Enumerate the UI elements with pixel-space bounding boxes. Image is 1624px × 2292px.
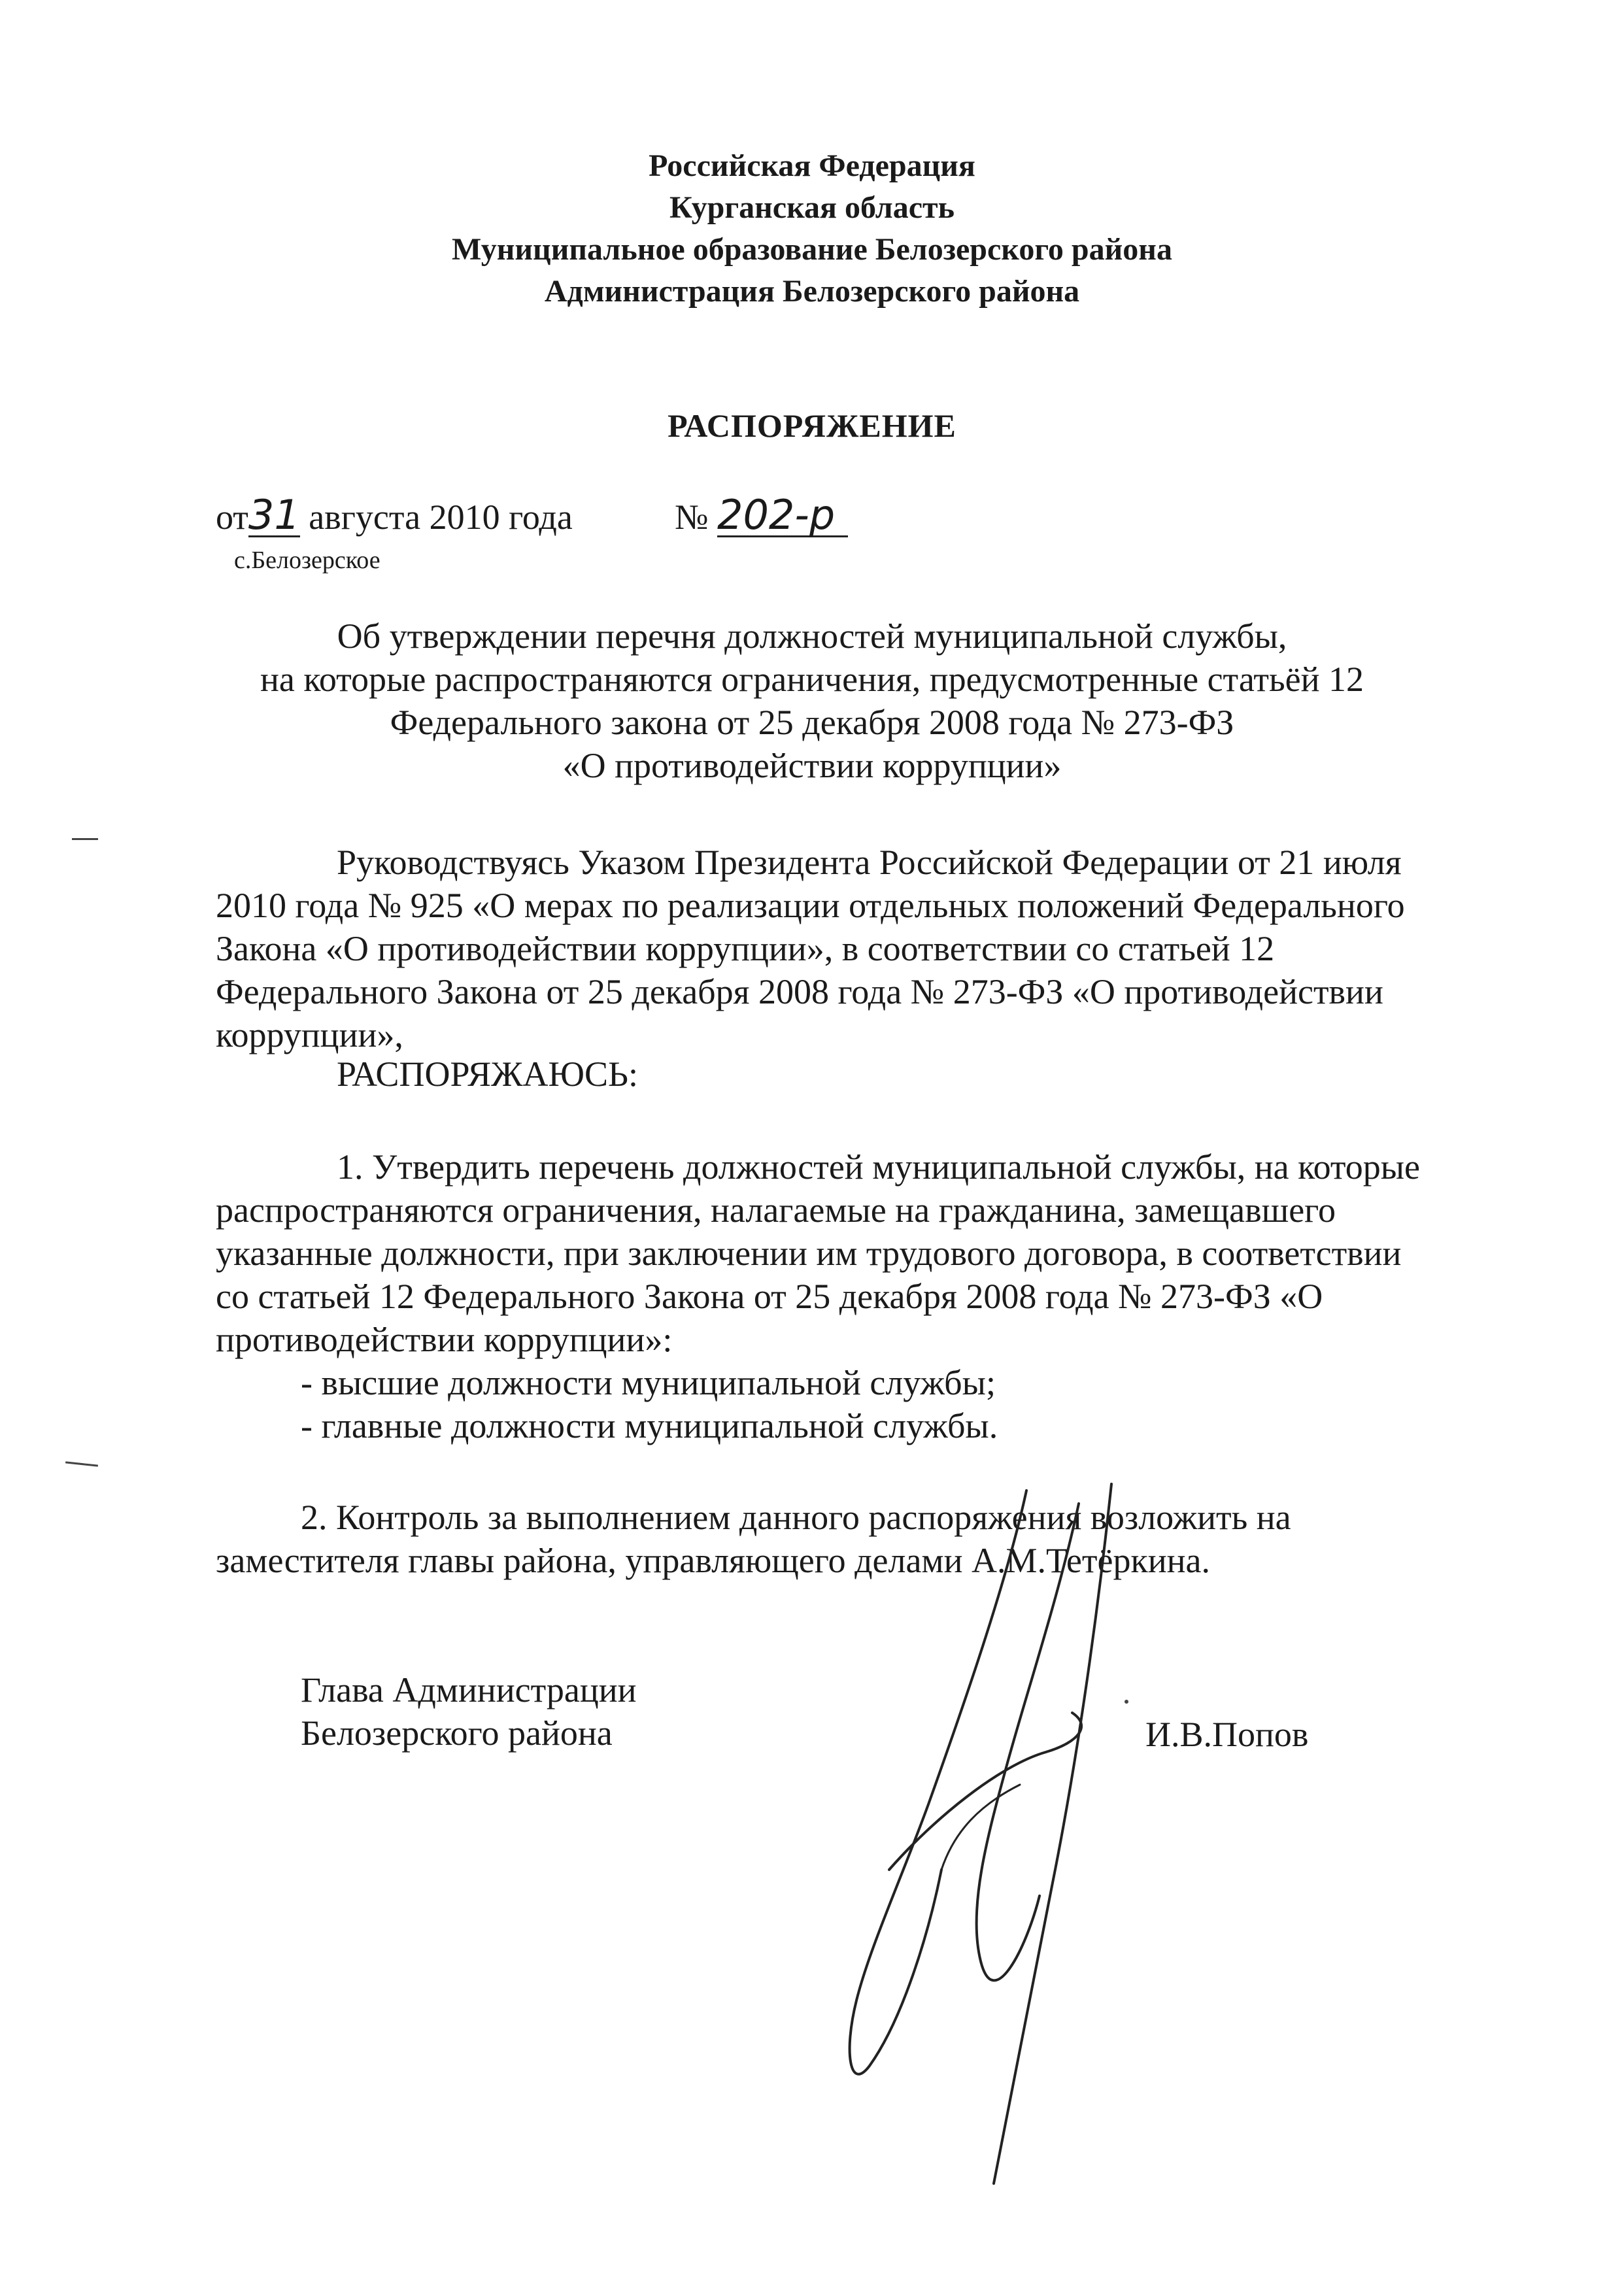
date-line bbox=[216, 491, 573, 540]
number-line bbox=[675, 491, 848, 540]
item-1 bbox=[216, 1145, 1420, 1447]
subject-line: на которые распространяются ограничения, предусмотренные статьёй 12 bbox=[260, 660, 1364, 699]
document-header bbox=[0, 145, 1624, 312]
item2-line: заместителя главы района, управляющего делами А.М.Тетёркина. bbox=[216, 1541, 1210, 1580]
item2-line: 2. Контроль за выполнением данного распоряжения возложить на bbox=[301, 1498, 1291, 1537]
place-of-issue: с.Белозерское bbox=[234, 547, 381, 574]
item1-line: 1. Утвердить перечень должностей муниципальной службы, на которые bbox=[337, 1147, 1421, 1187]
document-subject bbox=[0, 615, 1624, 787]
item1-bullet: - главные должности муниципальной службы. bbox=[301, 1406, 998, 1445]
signatory-name: И.В.Попов bbox=[1145, 1715, 1309, 1754]
directive: РАСПОРЯЖАЮСЬ: bbox=[337, 1054, 639, 1094]
signatory-position-line1: Глава Администрации bbox=[301, 1670, 637, 1710]
subject-line: «О противодействии коррупции» bbox=[562, 746, 1062, 785]
date-rest: августа 2010 года bbox=[309, 497, 573, 537]
preamble-line: коррупции», bbox=[216, 1015, 403, 1054]
header-country: Российская Федерация bbox=[649, 148, 975, 183]
subject-line: Об утверждении перечня должностей муниципальной службы, bbox=[337, 616, 1287, 656]
document-type: РАСПОРЯЖЕНИЕ bbox=[668, 407, 956, 444]
subject-line: Федерального закона от 25 декабря 2008 года № 273-ФЗ bbox=[390, 703, 1234, 742]
item1-bullet: - высшие должности муниципальной службы; bbox=[301, 1363, 996, 1402]
signatory-position bbox=[301, 1668, 637, 1755]
handwritten-signature bbox=[830, 1477, 1196, 2197]
preamble-line: Руководствуясь Указом Президента Российской Федерации от 21 июля bbox=[337, 843, 1402, 882]
item1-line: противодействии коррупции»: bbox=[216, 1320, 673, 1359]
date-day-handwritten: 31 bbox=[248, 491, 300, 539]
number-label: № bbox=[675, 497, 709, 537]
header-municipality: Муниципальное образование Белозерского района bbox=[452, 232, 1172, 267]
date-prefix: от bbox=[216, 497, 248, 537]
preamble-line: Закона «О противодействии коррупции», в соответствии со статьей 12 bbox=[216, 929, 1275, 968]
number-value-handwritten: 202-р bbox=[717, 495, 848, 537]
signatory-position-line2: Белозерского района bbox=[301, 1713, 613, 1753]
scan-mark bbox=[1125, 1700, 1128, 1704]
preamble-line: 2010 года № 925 «О мерах по реализации отдельных положений Федерального bbox=[216, 886, 1405, 925]
preamble-line: Федерального Закона от 25 декабря 2008 года № 273-ФЗ «О противодействии bbox=[216, 972, 1383, 1011]
item1-line: распространяются ограничения, налагаемые на гражданина, замещавшего bbox=[216, 1190, 1336, 1230]
item1-line: со статьей 12 Федерального Закона от 25 декабря 2008 года № 273-ФЗ «О bbox=[216, 1277, 1323, 1316]
header-region: Курганская область bbox=[669, 190, 955, 225]
item1-line: указанные должности, при заключении им трудового договора, в соответствии bbox=[216, 1234, 1402, 1273]
preamble bbox=[216, 841, 1405, 1056]
scan-mark bbox=[72, 838, 98, 840]
header-administration: Администрация Белозерского района bbox=[544, 274, 1080, 309]
scan-mark bbox=[65, 1461, 98, 1466]
